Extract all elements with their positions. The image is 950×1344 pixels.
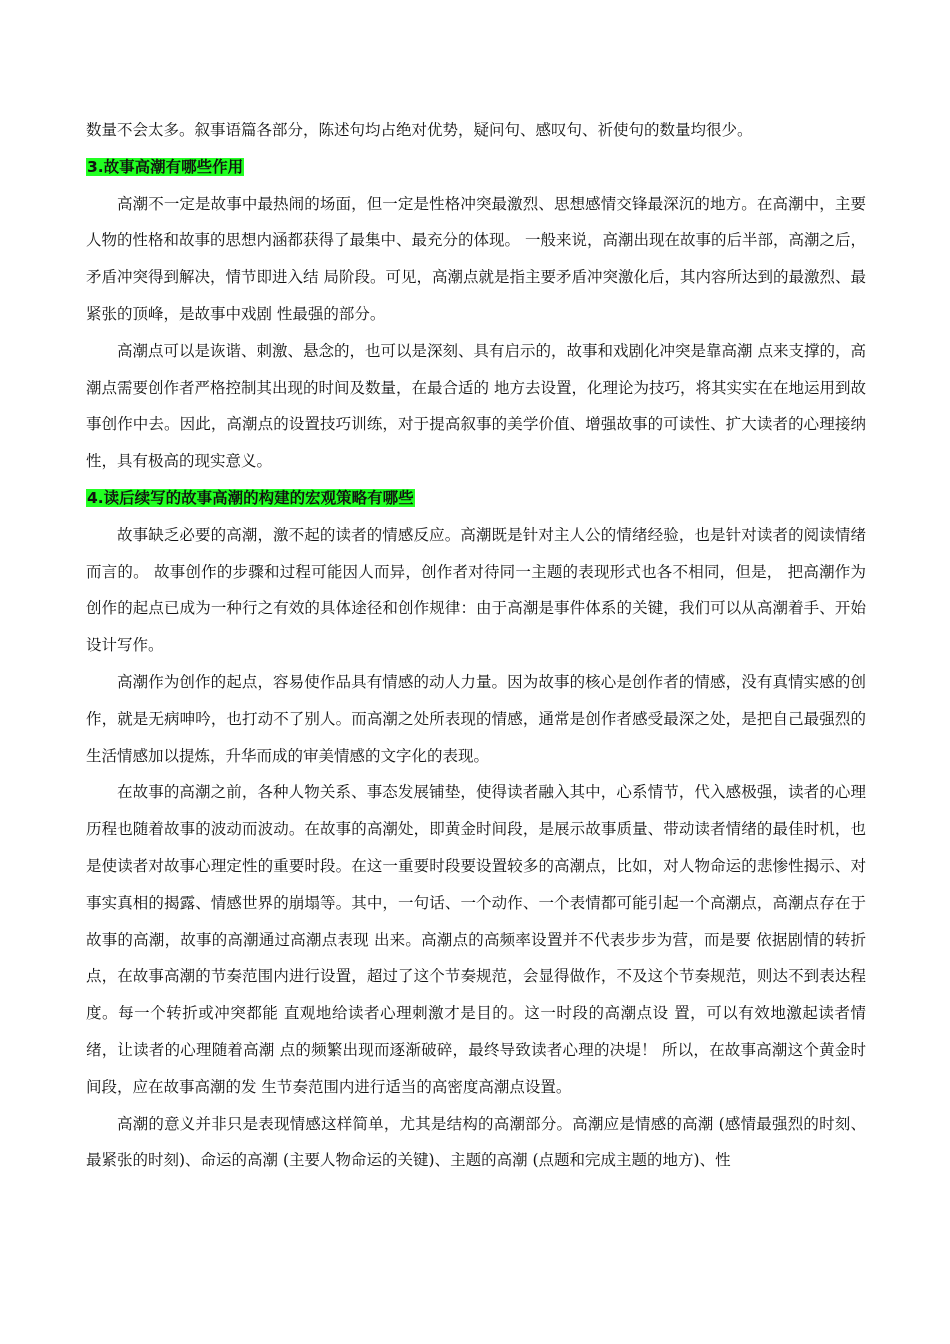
paragraph-macro-strategy: 故事缺乏必要的高潮，激不起的读者的情感反应。高潮既是针对主人公的情绪经验，也是针对读者的阅读情绪而言的。 故事创作的步骤和过程可能因人而异，创作者对待同一主题的表现形式也各不相同，但是， 把高潮作为创作的起点已成为一种行之有效的具体途径和创作规律：由于高潮是事件体系的关键，我们可以从高潮着手、开始设计写作。	[86, 525, 866, 655]
paragraph-starting-point: 高潮作为创作的起点，容易使作品具有情感的动人力量。因为故事的核心是创作者的情感，没有真情实感的创作，就是无病呻吟，也打动不了别人。而高潮之处所表现的情感，通常是创作者感受最深之处，是把自己最强烈的生活情感加以提炼，升华而成的审美情感的文字化的表现。	[86, 672, 866, 765]
paragraph-golden-period: 在故事的高潮之前，各种人物关系、事态发展铺垫，使得读者融入其中，心系情节，代入感极强，读者的心理历程也随着故事的波动而波动。在故事的高潮处，即黄金时间段，是展示故事质量、带动读者情绪的最佳时机，也是使读者对故事心理定性的重要时段。在这一重要时段要设置较多的高潮点，比如，对人物命运的悲惨性揭示、对事实真相的揭露、情感世界的崩塌等。其中，一句话、一个动作、一个表情都可能引起一个高潮点，高潮点存在于故事的高潮，故事的高潮通过高潮点表现 出来。高潮点的高频率设置并不代表步步为营，而是要 依据剧情的转折点，在故事高潮的节奏范围内进行设置，超过了这个节奏规范，会显得做作，不及这个节奏规范，则达不到表达程度。每一个转折或冲突都能 直观地给读者心理刺激才是目的。这一时段的高潮点设 置，可以有效地激起读者情绪，让读者的心理随着高潮 点的频繁出现而逐渐破碎，最终导致读者心理的决堤！ 所以，在故事高潮这个黄金时间段，应在故事高潮的发 生节奏范围内进行适当的高密度高潮点设置。	[86, 783, 866, 1096]
section-heading-3	[86, 149, 866, 186]
paragraph-meaning-of-climax: 高潮的意义并非只是表现情感这样简单，尤其是结构的高潮部分。高潮应是情感的高潮 (感情最强烈的时刻、最紧张的时刻)、命运的高潮 (主要人物命运的关键)、主题的高潮 (点题和完成主题的地方)、性	[86, 1114, 866, 1170]
heading-highlight: 3.故事高潮有哪些作用	[87, 157, 244, 176]
heading-highlight: 4.读后续写的故事高潮的构建的宏观策略有哪些	[87, 488, 414, 507]
paragraph-climax-definition: 高潮不一定是故事中最热闹的场面，但一定是性格冲突最激烈、思想感情交锋最深沉的地方。在高潮中，主要人物的性格和故事的思想内涵都获得了最集中、最充分的体现。 一般来说，高潮出现在故事的后半部，高潮之后，矛盾冲突得到解决，情节即进入结 局阶段。可见，高潮点就是指主要矛盾冲突激化后，其内容所达到的最激烈、最紧张的顶峰，是故事中戏剧 性最强的部分。	[86, 194, 866, 323]
paragraph-climax-point: 高潮点可以是诙谐、刺激、悬念的，也可以是深刻、具有启示的，故事和戏剧化冲突是靠高潮 点来支撑的，高潮点需要创作者严格控制其出现的时间及数量，在最合适的 地方去设置，化理论为技巧，将其实实在在地运用到故事创作中去。因此，高潮点的设置技巧训练，对于提高叙事的美学价值、增强故事的可读性、扩大读者的心理接纳性，具有极高的现实意义。	[86, 341, 866, 471]
section-heading-4	[86, 480, 866, 517]
paragraph-intro-continuation: 数量不会太多。叙事语篇各部分，陈述句均占绝对优势，疑问句、感叹句、祈使句的数量均很少。	[86, 121, 753, 139]
